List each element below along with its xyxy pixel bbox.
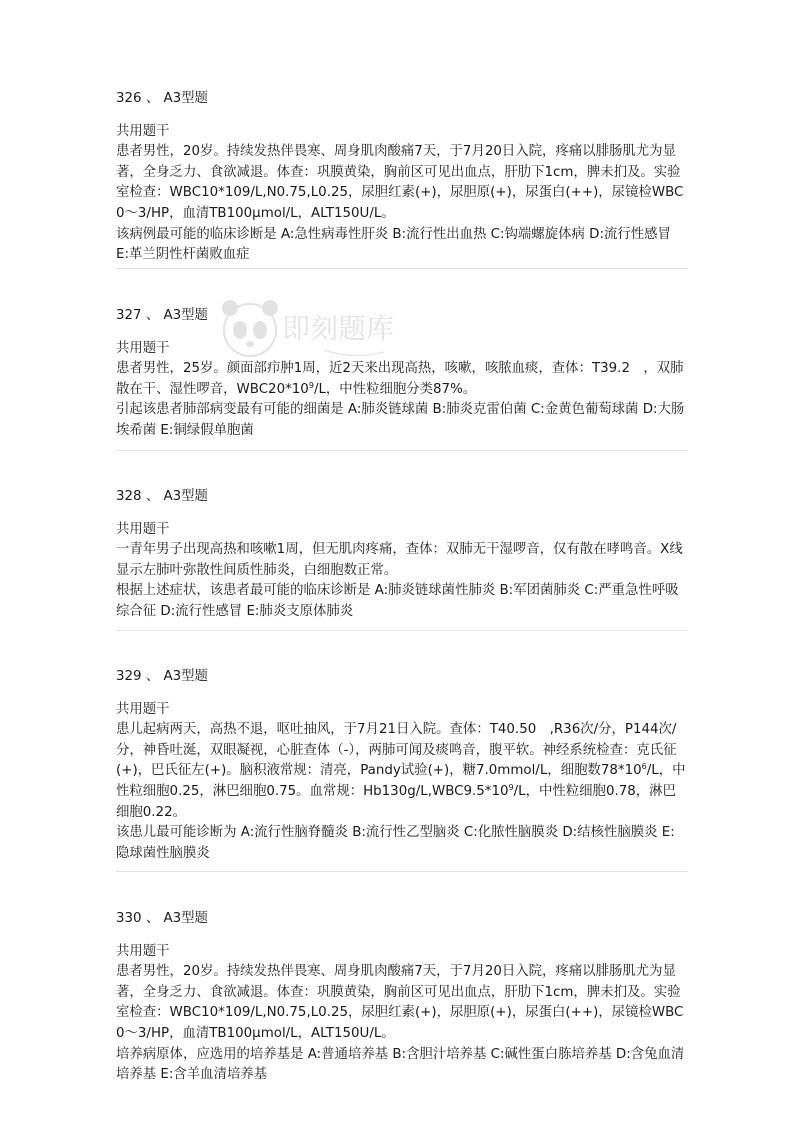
shared-stem-label: 共用题干 [116,521,170,537]
question-header: 328 、 A3型题 [116,489,208,504]
divider [116,268,688,269]
question-header: 326 、 A3型题 [116,91,208,106]
question-327 [116,306,688,442]
question-stem: 一青年男子出现高热和咳嗽1周，但无肌肉疼痛，查体：双肺无干湿啰音，仅有散在哮鸣音。X线显示左肺叶弥散性间质性肺炎，白细胞数正常。 [116,542,683,578]
question-328 [116,487,688,623]
shared-stem-label: 共用题干 [116,340,170,356]
question-stem: 患者男性，20岁。持续发热伴畏寒、周身肌肉酸痛7天，于7月20日入院，疼痛以腓肠肌尤为显著，全身乏力、食欲减退。体查：巩膜黄染，胸前区可见出血点，肝肋下1cm，脾未扪及。实验室检查：WBC10*109/L,N0.75,L0.25，尿胆红素(+)，尿胆原(+)，尿蛋白(++)，尿镜检WBC0～3/HP，血清TB100μmol/L，ALT150U/L。 [116,144,684,221]
divider [116,630,688,631]
watermark-text: 即刻题库 [282,312,395,345]
question-stem [116,359,688,400]
question-stem [116,720,688,823]
question-header: 329 、 A3型题 [116,669,208,684]
question-header: 327 、 A3型题 [116,308,208,323]
stem-text: /L，中性粒细胞分类87%。 [313,381,477,397]
exponent: 6 [641,762,647,772]
exponent: 9 [308,380,314,390]
question-text: 引起该患者肺部病变最有可能的细菌是 A:肺炎链球菌 B:肺炎克雷伯菌 C:金黄色葡萄球菌 D:大肠埃希菌 E:铜绿假单胞菌 [116,402,685,438]
question-header: 330 、 A3型题 [116,911,208,926]
question-330 [116,909,688,1086]
shared-stem-label: 共用题干 [116,123,170,139]
question-text: 该病例最可能的临床诊断是 A:急性病毒性肝炎 B:流行性出血热 C:钩端螺旋体病 D:流行性感冒 E:革兰阴性杆菌败血症 [116,226,671,263]
stem-text: /L，中性粒细胞0.25，淋巴细胞0.75。血常规：Hb130g/L,WBC9.5*10 [116,763,686,799]
question-text: 该患儿最可能诊断为 A:流行性脑脊髓炎 B:流行性乙型脑炎 C:化脓性脑膜炎 D:结核性脑膜炎 E:隐球菌性脑膜炎 [116,825,675,861]
question-text: 根据上述症状，该患者最可能的临床诊断是 A:肺炎链球菌性肺炎 B:军团菌肺炎 C:严重急性呼吸综合征 D:流行性感冒 E:肺炎支原体肺炎 [116,583,679,619]
question-text: 培养病原体，应选用的培养基是 A:普通培养基 B:含胆汁培养基 C:碱性蛋白胨培养基 D:含兔血清培养基 E:含羊血清培养基 [116,1046,685,1083]
question-326 [116,89,688,266]
question-stem: 患者男性，20岁。持续发热伴畏寒、周身肌肉酸痛7天，于7月20日入院，疼痛以腓肠肌尤为显著，全身乏力、食欲减退。体查：巩膜黄染，胸前区可见出血点，肝肋下1cm，脾未扪及。实验室检查：WBC10*109/L,N0.75,L0.25，尿胆红素(+)，尿胆原(+)，尿蛋白(++)，尿镜检WBC0～3/HP，血清TB100μmol/L，ALT150U/L。 [116,964,684,1041]
question-329 [116,667,688,864]
stem-text: 患者男性，25岁。颜面部疖肿1周，近2天来出现高热，咳嗽，咳脓血痰，查体：T39.2 ，双肺散在干、湿性啰音，WBC20*10 [116,361,684,397]
exponent: 9 [508,782,514,792]
stem-text: /L，中性粒细胞0.78，淋巴细胞0.22。 [116,783,676,820]
shared-stem-label: 共用题干 [116,701,170,717]
shared-stem-label: 共用题干 [116,943,170,959]
divider [116,450,688,451]
divider [116,871,688,872]
stem-text: 患儿起病两天，高热不退，呕吐抽风，于7月21日入院。查体：T40.50 ,R36次/分，P144次/分，神昏吐涎，双眼凝视，心脏查体（-），两肺可闻及痰鸣音，腹平软。神经系统检查：克氏征(+)，巴氏征左(+)。脑积液常规：清亮，Pandy试验(+)，糖7.0mmol/L，细胞数78*10 [116,722,677,779]
